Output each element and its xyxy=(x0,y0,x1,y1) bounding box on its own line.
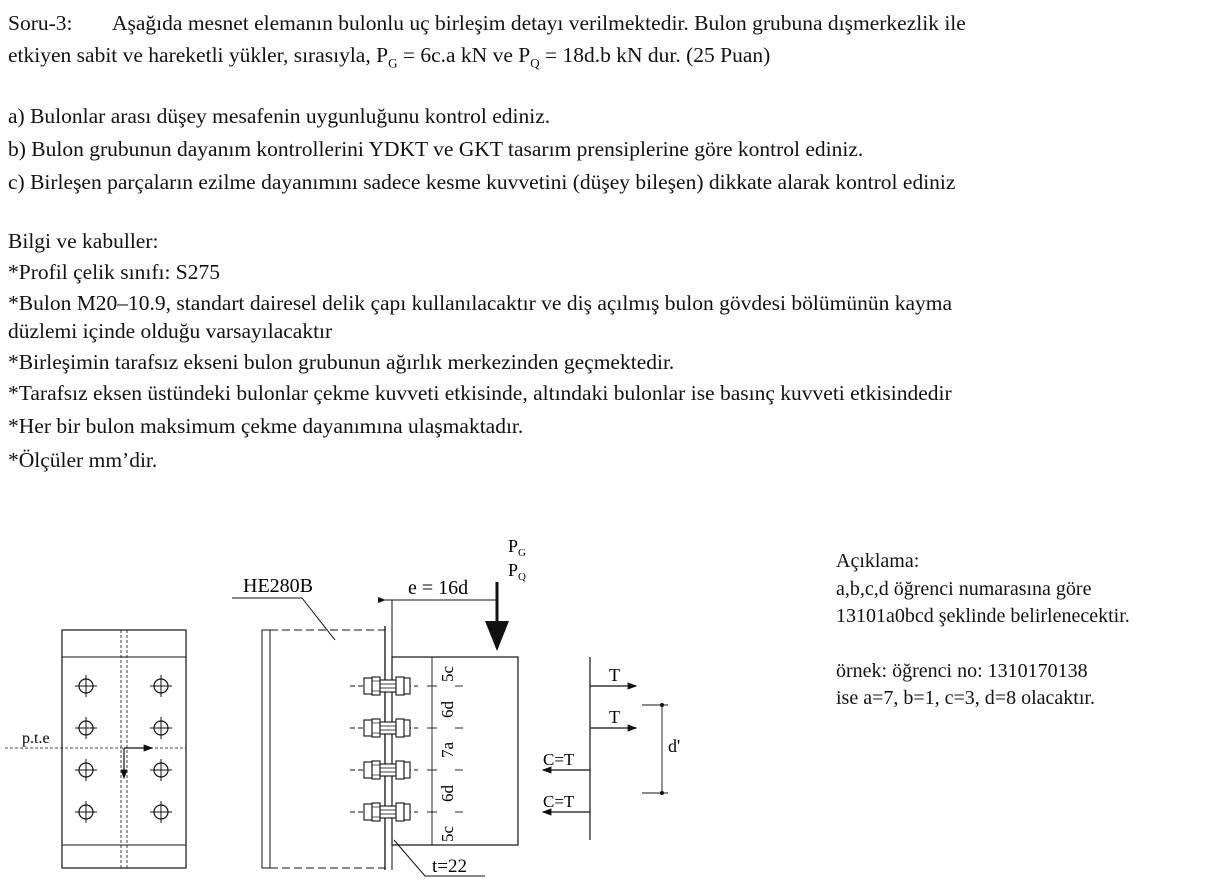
pq-q: Q xyxy=(518,571,526,583)
info-item-5: *Her bir bulon maksimum çekme dayanımına ulaşmaktadır. xyxy=(8,414,524,438)
info-item-3: *Birleşimin tarafsız ekseni bulon grubunun ağırlık merkezinden geçmektedir. xyxy=(8,350,675,374)
pte-label: p.t.e xyxy=(22,730,50,747)
info-item-4: *Tarafsız eksen üstündeki bulonlar çekme kuvveti etkisinde, altındaki bulonlar ise basınç kuvveti etkisindedir xyxy=(8,381,952,405)
dim-5c-bottom: 5c xyxy=(438,825,457,842)
side-view xyxy=(232,536,526,877)
info-heading: Bilgi ve kabuller: xyxy=(8,229,159,253)
note-line-2: 13101a0bcd şeklinde belirlenecektir. xyxy=(836,605,1130,627)
task-b: b) Bulon grubunun dayanım kontrollerini YDKT ve GKT tasarım prensiplerine göre kontrol ediniz. xyxy=(8,137,864,161)
question-text-2a: etkiyen sabit ve hareketli yükler, sırasıyla, P xyxy=(8,43,389,67)
info-item-6: *Ölçüler mm’dir. xyxy=(8,448,158,472)
front-view xyxy=(5,630,186,868)
eccentricity-label: e = 16d xyxy=(408,577,469,599)
note-title: Açıklama: xyxy=(836,550,920,572)
load-pg xyxy=(508,536,526,559)
question-text-1: Aşağıda mesnet elemanın bulonlu uç birleşim detayı verilmektedir. Bulon grubuna dışmerkezlik ile xyxy=(112,11,966,35)
question-text-2c: = 18d.b kN dur. (25 Puan) xyxy=(539,43,771,67)
dim-5c-top: 5c xyxy=(438,665,457,682)
thickness-label: t=22 xyxy=(432,856,467,877)
force-t-mid: T xyxy=(609,707,620,727)
task-a: a) Bulonlar arası düşey mesafenin uygunluğunu kontrol ediniz. xyxy=(8,104,551,128)
note-example-1: örnek: öğrenci no: 1310170138 xyxy=(836,660,1088,682)
dim-6d-top: 6d xyxy=(438,701,457,718)
pq-subscript: Q xyxy=(530,55,540,71)
info-item-2a: *Bulon M20–10.9, standart dairesel delik çapı kullanılacaktır ve diş açılmış bulon gövdesi bölümünün kayma xyxy=(8,291,953,315)
task-c: c) Birleşen parçaların ezilme dayanımını sadece kesme kuvvetini (düşey bileşen) dikkate alarak kontrol ediniz xyxy=(8,170,956,194)
note-line-1: a,b,c,d öğrenci numarasına göre xyxy=(836,578,1092,600)
pq-p: P xyxy=(508,560,519,580)
force-c-lower: C=T xyxy=(543,792,575,811)
question-text-2b: = 6c.a kN ve P xyxy=(397,43,531,67)
dim-7a: 7a xyxy=(438,741,457,758)
pg-g: G xyxy=(518,547,526,559)
profile-label: HE280B xyxy=(243,575,313,597)
info-item-1: *Profil çelik sınıfı: S275 xyxy=(8,260,221,284)
dim-6d-bottom: 6d xyxy=(438,785,457,802)
note-example-2: ise a=7, b=1, c=3, d=8 olacaktır. xyxy=(836,687,1095,709)
lever-arm-label: d' xyxy=(668,736,681,756)
force-c-upper: C=T xyxy=(543,750,575,769)
info-item-2b: düzlemi içinde olduğu varsayılacaktır xyxy=(8,319,333,343)
pg-subscript: G xyxy=(388,55,398,71)
force-diagram xyxy=(543,657,680,840)
pg-p: P xyxy=(508,536,519,556)
force-t-top: T xyxy=(609,665,620,685)
question-label: Soru-3: xyxy=(8,11,73,35)
load-pq xyxy=(508,560,526,583)
